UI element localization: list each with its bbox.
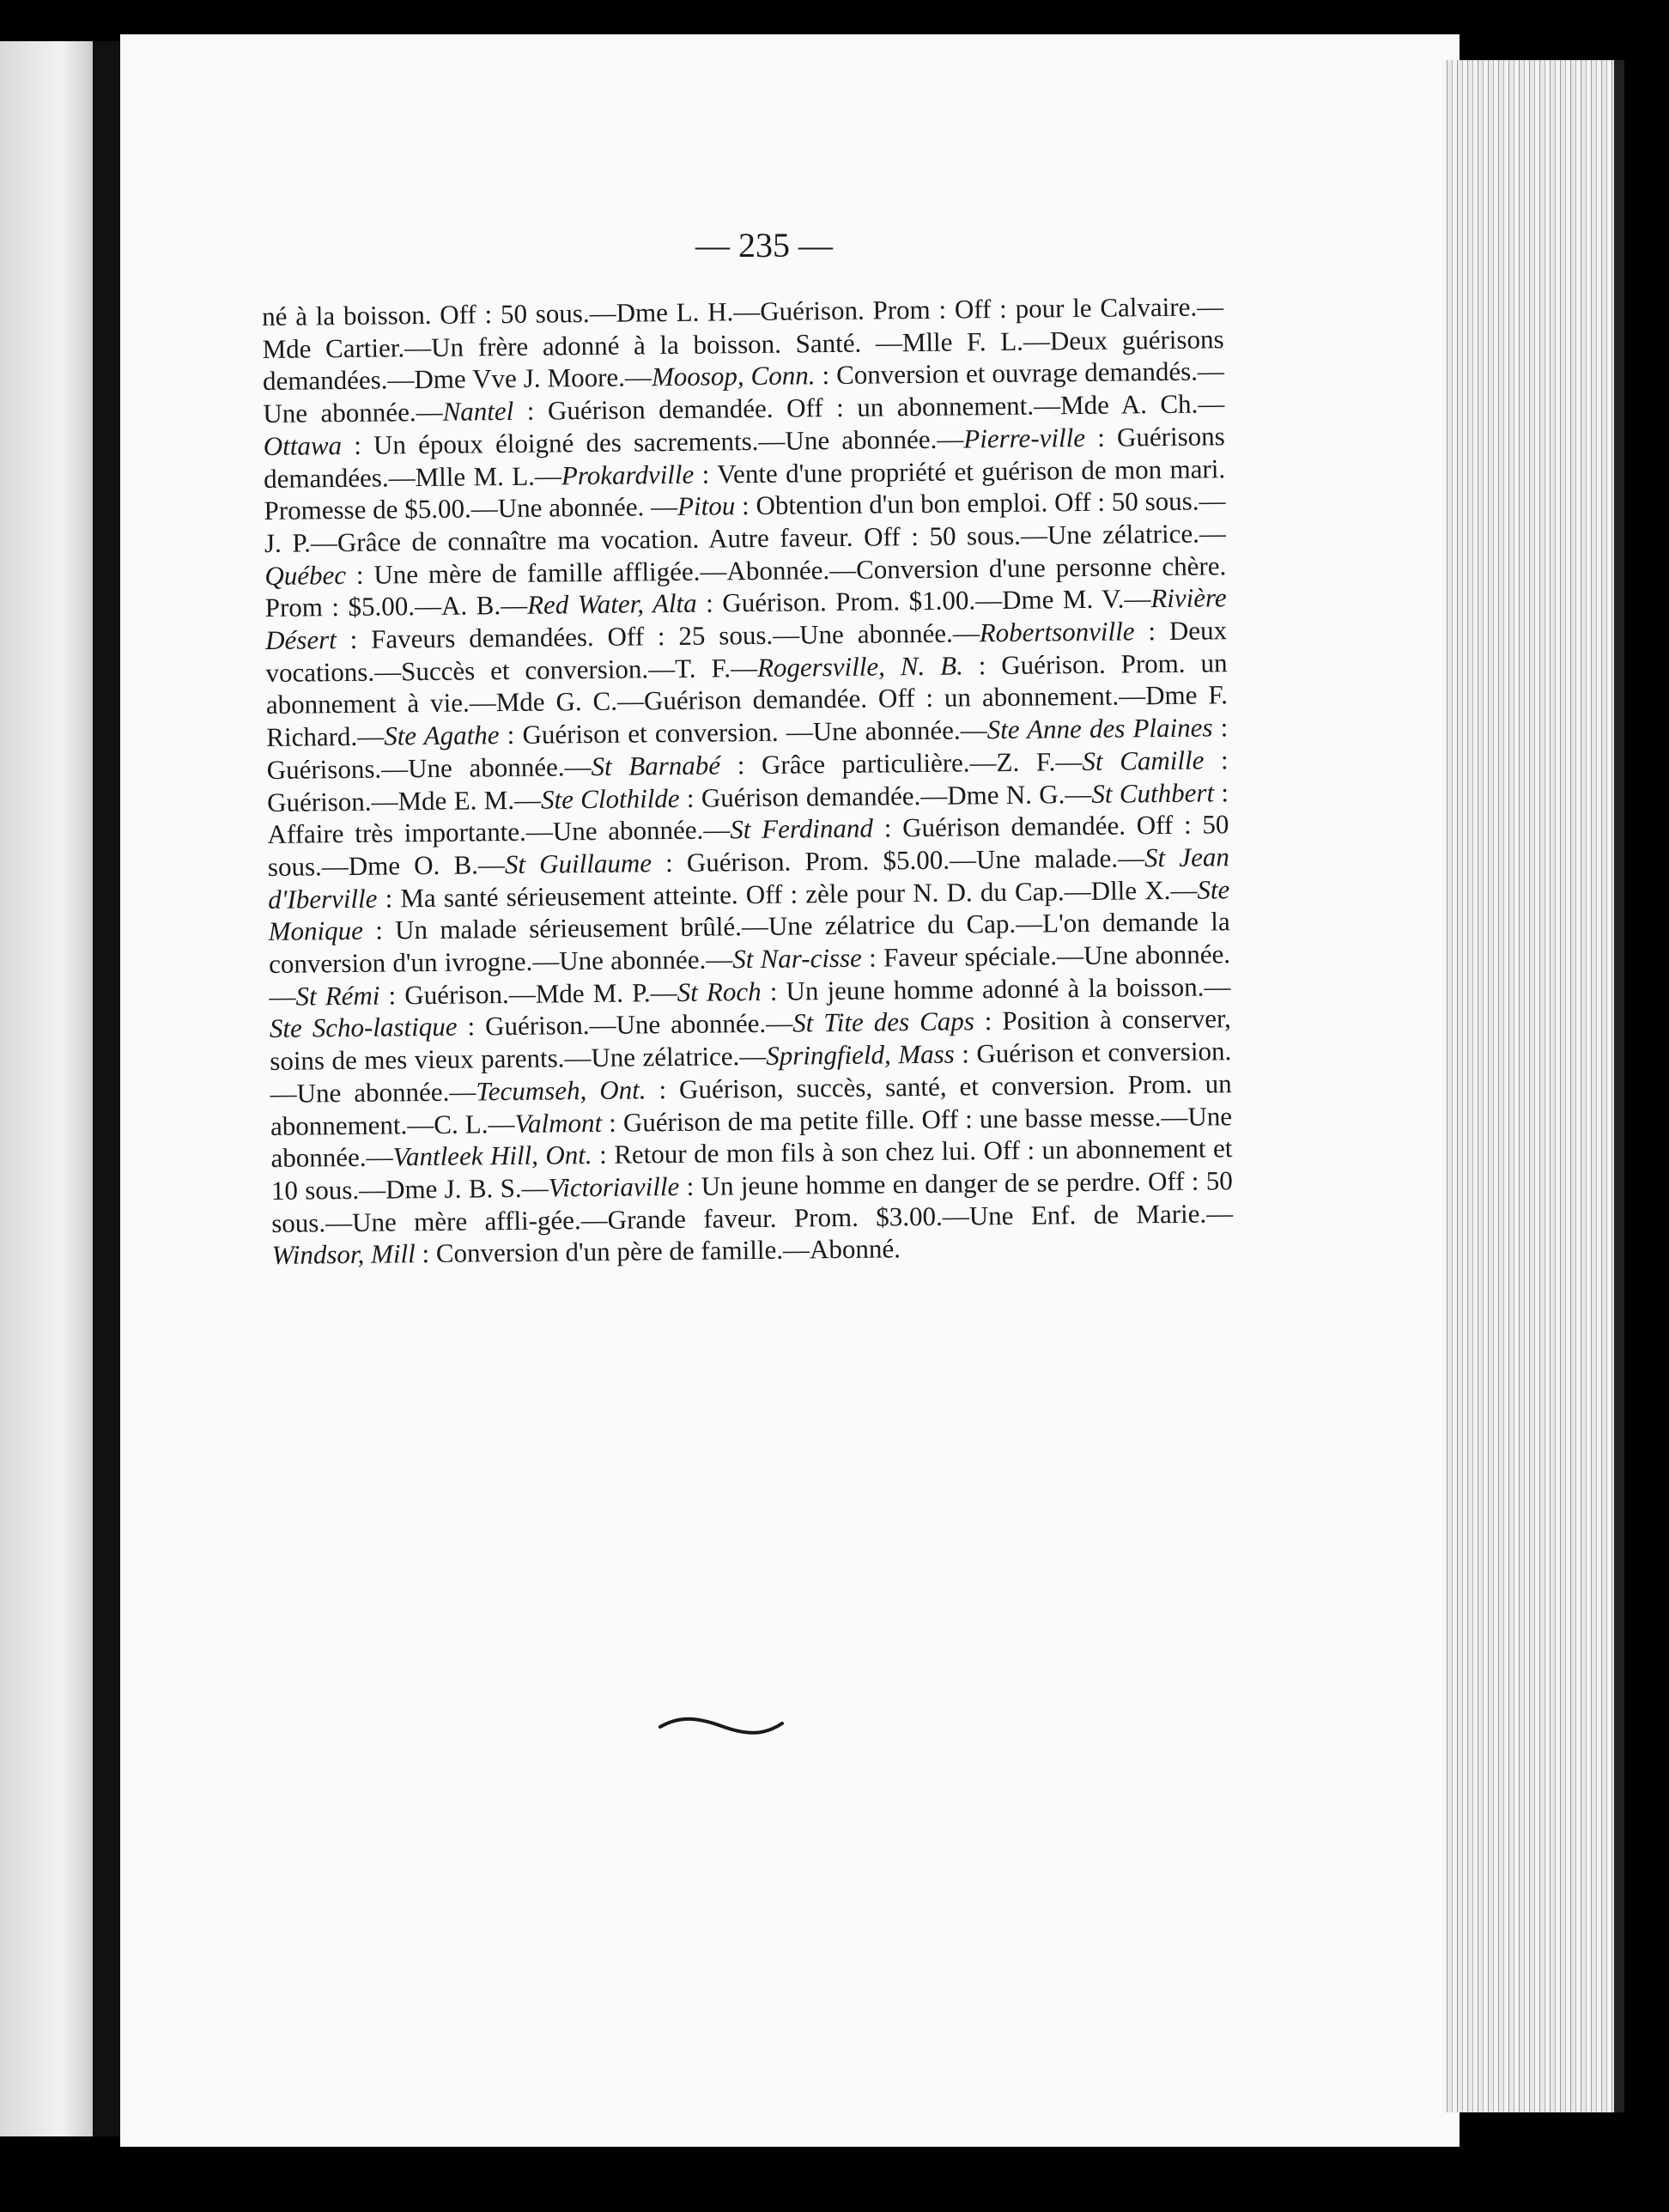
place-name: Ste Clothilde <box>540 782 680 815</box>
page-edges-stack <box>1442 60 1623 2112</box>
text-segment: : Affaire très importante.—Une abonnée.— <box>267 776 1229 850</box>
place-name: Nantel <box>442 396 514 427</box>
place-name: St Jean d'Iberville <box>268 842 1230 915</box>
place-name: St Nar-cisse <box>732 942 863 975</box>
place-name: Robertsonville <box>979 616 1135 648</box>
place-name: Moosop, Conn. <box>651 360 816 392</box>
text-segment: : Guérison demandée. Off : un abonnement.—Mde A. Ch.— <box>513 388 1225 427</box>
text-segment: : Grâce particulière.—Z. F.— <box>719 745 1083 781</box>
text-segment: : Une mère de famille affligée.—Abonnée.—Conversion d'une personne chère. Prom : $5.00.—A. B.— <box>264 550 1227 623</box>
text-segment: : Guérison et conversion. —Une abonnée.— <box>499 714 987 750</box>
place-name: Ste Monique <box>268 873 1230 947</box>
text-segment: : Conversion et ouvrage demandés.—Une abonnée.— <box>263 356 1225 429</box>
text-segment: né à la boisson. Off : 50 sous.—Dme L. H.—Guérison. Prom : Off : pour le Calvaire.—Mde Cartier.—Un frère adonné à la boisson. Santé. —Mlle F. L.—Deux guérisons demandées.—Dme Vve J. Moore.— <box>262 291 1224 397</box>
place-name: Red Water, Alta <box>526 588 697 621</box>
place-name: St Tite des Caps <box>792 1006 975 1039</box>
place-name: St Cuthbert <box>1091 776 1215 809</box>
place-name: Rivière Désert <box>264 582 1227 656</box>
place-name: Tecumseh, Ont. <box>476 1074 646 1107</box>
text-segment: : Un jeune homme adonné à la boisson.— <box>761 970 1231 1006</box>
place-name: St Ferdinand <box>730 812 874 845</box>
text-segment: : Retour de mon fils à son chez lui. Off : un abonnement et 10 sous.—Dme J. B. S.— <box>270 1133 1233 1206</box>
place-name: Springfield, Mass <box>766 1038 955 1072</box>
text-segment: : Guérisons.—Une abonnée.— <box>266 712 1229 785</box>
text-segment: : Guérison demandée. Off : 50 sous.—Dme O. B.— <box>267 809 1229 882</box>
book-cover-edge <box>1614 60 1624 2112</box>
text-segment: : Guérison.—Mde E. M.— <box>266 744 1229 817</box>
body-paragraph <box>262 290 1234 1272</box>
left-facing-page-edge <box>0 41 103 2136</box>
place-name: Rogersville, N. B. <box>756 650 964 683</box>
text-segment: : Guérison demandée.—Dme N. G.— <box>679 778 1092 813</box>
text-segment: : Un époux éloigné des sacrements.—Une abonnée.— <box>341 423 964 460</box>
text-segment: : Un malade sérieusement brûlé.—Une zélatrice du Cap.—L'on demande la conversion d'un ivrogne.—Une abonnée.— <box>268 906 1230 980</box>
text-segment: : Guérison. Prom. $1.00.—Dme M. V.— <box>696 583 1151 619</box>
text-segment: : Conversion d'un père de famille.—Abonné. <box>415 1233 901 1269</box>
text-segment: : Obtention d'un bon emploi. Off : 50 sous.—J. P.—Grâce de connaître ma vocation. Autre faveur. Off : 50 sous.—Une zélatrice.— <box>264 485 1227 558</box>
place-name: St Roch <box>677 975 762 1007</box>
text-segment: : Guérison.—Une abonnée.— <box>457 1008 793 1042</box>
place-name: Valmont <box>514 1107 603 1139</box>
text-segment: : Faveurs demandées. Off : 25 sous.—Une abonnée.— <box>336 617 980 655</box>
book-spine <box>93 41 120 2136</box>
text-segment: : Guérison. Prom. $5.00.—Une malade.— <box>651 842 1145 878</box>
place-name: St Barnabé <box>591 750 721 781</box>
place-name: Ste Anne des Plaines <box>986 712 1213 745</box>
text-segment: : Deux vocations.—Succès et conversion.—T. F.— <box>265 615 1228 688</box>
text-segment: : Ma santé sérieusement atteinte. Off : zèle pour N. D. du Cap.—Dlle X.— <box>377 874 1198 914</box>
place-name: Ste Scho-lastique <box>269 1012 458 1044</box>
place-name: Prokardville <box>561 459 695 490</box>
place-name: St Guillaume <box>504 848 652 880</box>
text-segment: : Guérison.—Mde M. P.— <box>379 976 677 1011</box>
place-name: St Camille <box>1082 744 1205 776</box>
place-name: Ottawa <box>263 429 343 461</box>
text-segment: : Guérisons demandées.—Mlle M. L.— <box>263 421 1225 494</box>
place-name: Pierre-ville <box>963 422 1086 454</box>
text-segment: : Un jeune homme en danger de se perdre. Off : 50 sous.—Une mère affli-gée.—Grande faveur. Prom. $3.00.—Une Enf. de Marie.— <box>271 1165 1234 1238</box>
place-name: Vantleek Hill, Ont. <box>392 1139 592 1172</box>
page-number: — 235 — <box>695 226 833 264</box>
place-name: Victoriaville <box>548 1170 680 1203</box>
place-name: Ste Agathe <box>384 720 500 751</box>
text-segment: : Guérison. Prom. un abonnement à vie.—Mde G. C.—Guérison demandée. Off : un abonnement.—Dme F. Richard.— <box>265 647 1229 753</box>
place-name: Québec <box>264 559 347 591</box>
text-segment: : Vente d'une propriété et guérison de mon mari. Promesse de $5.00.—Une abonnée. — <box>264 453 1226 526</box>
text-segment: : Position à conserver, soins de mes vieux parents.—Une zélatrice.— <box>270 1003 1232 1077</box>
tilde-ornament-icon <box>657 1713 786 1739</box>
text-segment: : Guérison et conversion.—Une abonnée.— <box>270 1036 1232 1109</box>
text-segment: : Guérison, succès, santé, et conversion. Prom. un abonnement.—C. L.— <box>270 1068 1232 1141</box>
text-segment: : Guérison de ma petite fille. Off : une basse messe.—Une abonnée.— <box>270 1100 1233 1174</box>
place-name: Windsor, Mill <box>271 1238 416 1271</box>
text-segment: : Faveur spéciale.—Une abonnée.— <box>269 939 1231 1012</box>
place-name: Pitou <box>677 490 736 522</box>
place-name: St Rémi <box>295 980 380 1012</box>
